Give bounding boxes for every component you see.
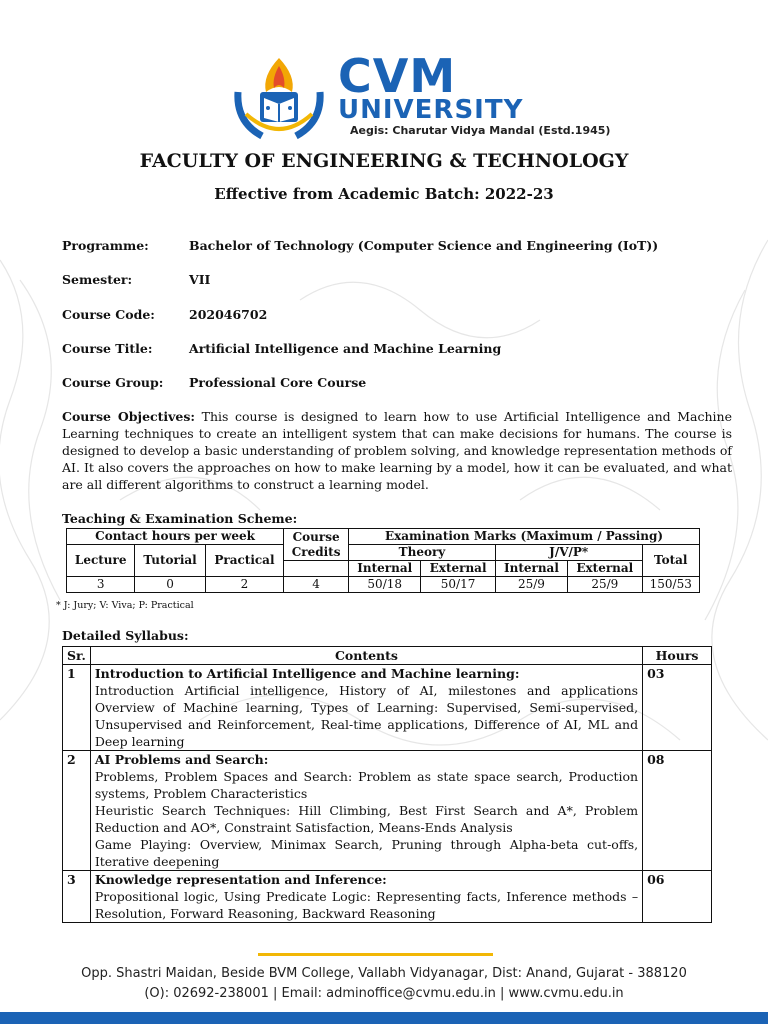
theory-internal-header: Internal xyxy=(349,561,421,577)
topic-line: Game Playing: Overview, Minimax Search, Pruning through Alpha-beta cut-offs, Iterative deepening xyxy=(94,837,639,869)
hours-header: Hours xyxy=(643,647,712,665)
course-title-label: Course Title: xyxy=(62,341,153,356)
lecture-value: 3 xyxy=(67,577,135,593)
theory-external-value: 50/17 xyxy=(421,577,496,593)
course-code-value: 202046702 xyxy=(189,307,268,322)
jvp-header: J/V/P* xyxy=(495,545,642,561)
table-row xyxy=(63,871,712,923)
course-objectives-text: This course is designed to learn how to use Artificial Intelligence and Machine Learning techniques to create an intelligent system that can make decisions for humans. The course is designed to develop a basic understanding of problem solving, and knowledge representation methods of AI. It also covers the approaches on how to make learning by a model, how it can be evaluated, and what are all different algorithms to construct a learning model. xyxy=(62,409,732,492)
course-group-label: Course Group: xyxy=(62,375,164,390)
university-logo xyxy=(232,49,611,144)
credits-value: 4 xyxy=(284,577,349,593)
academic-batch: Effective from Academic Batch: 2022-23 xyxy=(214,185,554,203)
tutorial-value: 0 xyxy=(135,577,205,593)
total-header: Total xyxy=(642,545,699,577)
row-hours: 06 xyxy=(643,871,712,923)
jvp-internal-value: 25/9 xyxy=(495,577,567,593)
footer-divider xyxy=(258,953,493,956)
row-sr: 1 xyxy=(63,665,91,751)
course-title-value: Artificial Intelligence and Machine Learning xyxy=(189,341,502,356)
faculty-title: FACULTY OF ENGINEERING & TECHNOLOGY xyxy=(139,150,629,172)
topic-line: Heuristic Search Techniques: Hill Climbing, Best First Search and A*, Problem Reduction and AO*, Constraint Satisfaction, Means-Ends Analysis xyxy=(94,803,639,835)
tutorial-header: Tutorial xyxy=(135,545,205,577)
jvp-internal-header: Internal xyxy=(495,561,567,577)
footer-address: Opp. Shastri Maidan, Beside BVM College, Vallabh Vidyanagar, Dist: Anand, Gujarat - 388120 xyxy=(81,966,687,981)
footer-contact: (O): 02692-238001 | Email: adminoffice@cvmu.edu.in | www.cvmu.edu.in xyxy=(144,986,624,1001)
footer-bar xyxy=(0,1012,768,1024)
topic-title: AI Problems and Search: xyxy=(94,752,269,767)
programme-label: Programme: xyxy=(62,238,149,253)
syllabus-table xyxy=(62,646,712,923)
practical-header: Practical xyxy=(205,545,283,577)
course-objectives-label: Course Objectives: xyxy=(62,409,196,424)
scheme-footnote: * J: Jury; V: Viva; P: Practical xyxy=(56,600,194,611)
sr-header: Sr. xyxy=(63,647,91,665)
scheme-table xyxy=(66,528,700,593)
course-group-value: Professional Core Course xyxy=(189,375,367,390)
table-row xyxy=(63,751,712,871)
practical-value: 2 xyxy=(205,577,283,593)
credits-spacer xyxy=(284,561,349,577)
syllabus-heading: Detailed Syllabus: xyxy=(62,628,189,643)
jvp-external-value: 25/9 xyxy=(568,577,643,593)
contact-hours-header: Contact hours per week xyxy=(67,529,284,545)
row-sr: 2 xyxy=(63,751,91,871)
logo-aegis: Aegis: Charutar Vidya Mandal (Estd.1945) xyxy=(350,124,611,137)
row-sr: 3 xyxy=(63,871,91,923)
topic-title: Introduction to Artificial Intelligence and Machine learning: xyxy=(94,666,520,681)
jvp-external-header: External xyxy=(568,561,643,577)
row-hours: 08 xyxy=(643,751,712,871)
scheme-heading: Teaching & Examination Scheme: xyxy=(62,511,298,526)
contents-header: Contents xyxy=(90,647,642,665)
theory-internal-value: 50/18 xyxy=(349,577,421,593)
semester-label: Semester: xyxy=(62,272,133,287)
course-credits-header: Course Credits xyxy=(284,529,349,561)
theory-external-header: External xyxy=(421,561,496,577)
course-objectives xyxy=(62,408,732,493)
university-emblem-icon xyxy=(232,52,326,144)
lecture-header: Lecture xyxy=(67,545,135,577)
logo-wordmark: CVM xyxy=(338,49,457,103)
total-value: 150/53 xyxy=(642,577,699,593)
topic-line: Introduction Artificial intelligence, History of AI, milestones and applications Overview of Machine learning, Types of Learning: Supervised, Semi-supervised, Unsupervised and Reinforcement, Real-time applications, Difference of AI, ML and Deep learning xyxy=(94,683,639,749)
table-row xyxy=(63,665,712,751)
theory-header: Theory xyxy=(349,545,496,561)
course-code-label: Course Code: xyxy=(62,307,155,322)
programme-value: Bachelor of Technology (Computer Science and Engineering (IoT)) xyxy=(189,238,659,253)
topic-line: Problems, Problem Spaces and Search: Problem as state space search, Production systems, Problem Characteristics xyxy=(94,769,639,801)
topic-line: Propositional logic, Using Predicate Logic: Representing facts, Inference methods – Resolution, Forward Reasoning, Backward Reasoning xyxy=(94,889,639,921)
logo-subtitle: UNIVERSITY xyxy=(338,95,524,125)
topic-title: Knowledge representation and Inference: xyxy=(94,872,387,887)
exam-marks-header: Examination Marks (Maximum / Passing) xyxy=(349,529,700,545)
semester-value: VII xyxy=(189,272,211,287)
row-hours: 03 xyxy=(643,665,712,751)
